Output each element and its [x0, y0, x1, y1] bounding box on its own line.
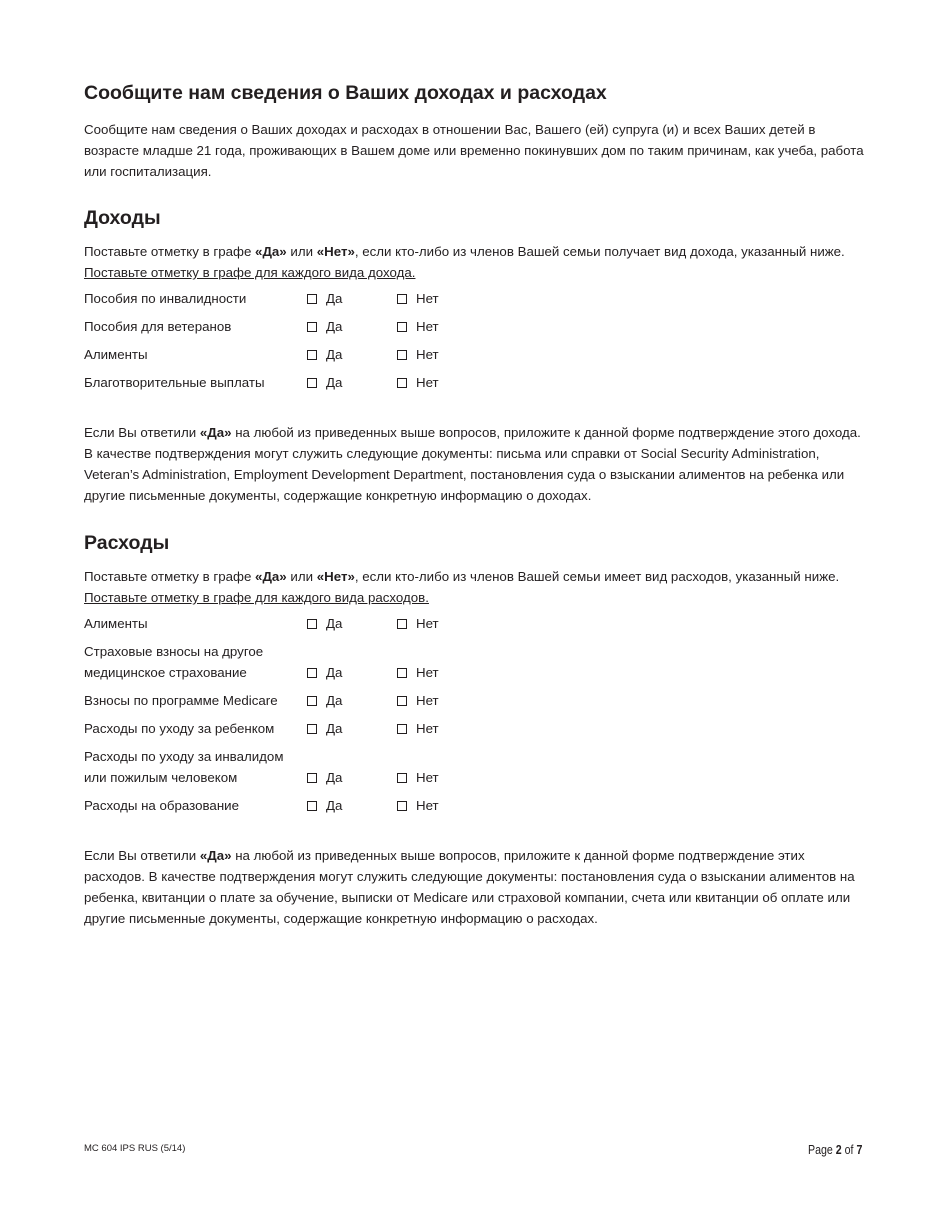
expenses-medicare-yes-checkbox[interactable]: Да: [307, 690, 397, 711]
expenses-instruction-text: Поставьте отметку в графе: [84, 569, 256, 584]
income-heading: Доходы: [84, 207, 161, 229]
income-instruction-underline: Поставьте отметку в графе для каждого вида дохода.: [84, 265, 416, 280]
checkbox-box[interactable]: [397, 322, 407, 332]
intro-paragraph: Сообщите нам сведения о Ваших доходах и расходах в отношении Вас, Вашего (ей) супруга (и) и всех Ваших детей в возрасте младше 21 года, проживающих в Вашем доме или временно покинувших дом по таким причинам, как учеба, работа или госпитализация.: [84, 122, 864, 179]
expenses-instruction-or: или: [286, 569, 317, 584]
income-veterans-yes-checkbox[interactable]: Да: [307, 316, 397, 337]
checkbox-box[interactable]: [307, 668, 317, 678]
expenses-education-yes-checkbox[interactable]: Да: [307, 795, 397, 816]
expenses-heading: Расходы: [84, 532, 170, 554]
income-row-veterans: [84, 316, 864, 337]
expenses-disabled-elderly-care-no-checkbox[interactable]: Нет: [397, 767, 457, 788]
expenses-instruction-yes: «Да»: [255, 569, 287, 584]
checkbox-box[interactable]: [307, 801, 317, 811]
expenses-medicare-no-checkbox[interactable]: Нет: [397, 690, 457, 711]
expenses-label: Взносы по программе Medicare: [84, 693, 278, 708]
checkbox-box[interactable]: [397, 294, 407, 304]
income-instruction-text: Поставьте отметку в графе: [84, 244, 256, 259]
checkbox-box[interactable]: [397, 619, 407, 629]
income-note-text: Если Вы ответили: [84, 425, 200, 440]
income-rows: [84, 288, 864, 393]
page-number: Page 2 of 7: [808, 1143, 863, 1157]
expenses-row-childcare: [84, 718, 864, 739]
income-charity-no-checkbox[interactable]: Нет: [397, 372, 457, 393]
checkbox-box[interactable]: [397, 350, 407, 360]
income-label: Пособия для ветеранов: [84, 319, 232, 334]
expenses-label: Страховые взносы на другое медицинское страхование: [84, 644, 264, 680]
income-row-alimony: [84, 344, 864, 365]
expenses-instruction: [84, 566, 864, 587]
checkbox-box[interactable]: [307, 619, 317, 629]
income-row-disability: [84, 288, 864, 309]
checkbox-box[interactable]: [397, 696, 407, 706]
expenses-alimony-yes-checkbox[interactable]: Да: [307, 613, 397, 634]
checkbox-box[interactable]: [397, 668, 407, 678]
checkbox-box[interactable]: [307, 724, 317, 734]
income-instruction-no: «Нет»: [316, 244, 355, 259]
income-alimony-yes-checkbox[interactable]: Да: [307, 344, 397, 365]
expenses-label: Расходы на образование: [84, 798, 239, 813]
income-row-charity: [84, 372, 864, 393]
income-instruction-or: или: [286, 244, 317, 259]
income-disability-yes-checkbox[interactable]: Да: [307, 288, 397, 309]
checkbox-box[interactable]: [397, 773, 407, 783]
income-section: [84, 205, 864, 506]
expenses-instruction-text-end: , если кто-либо из членов Вашей семьи имеет вид расходов, указанный ниже.: [354, 569, 840, 584]
current-page: 2: [835, 1143, 842, 1157]
income-note: [84, 422, 864, 506]
expenses-alimony-no-checkbox[interactable]: Нет: [397, 613, 457, 634]
checkbox-box[interactable]: [307, 294, 317, 304]
income-note-text-end: на любой из приведенных выше вопросов, приложите к данной форме подтверждение этого дохода. В качестве подтверждения могут служить следующие документы: письма или справки от Social Security Administration, Veteran’s Administration, Employment Development Department, постановления суда о взыскании алиментов на ребенка или другие письменные документы, содержащие конкретную информацию о доходах.: [84, 425, 861, 503]
form-id: MC 604 IPS RUS (5/14): [84, 1143, 186, 1154]
expenses-row-medicare: [84, 690, 864, 711]
checkbox-box[interactable]: [307, 350, 317, 360]
expenses-row-education: [84, 795, 864, 816]
expenses-label: Алименты: [84, 616, 148, 631]
expenses-row-other-insurance: [84, 641, 864, 683]
checkbox-box[interactable]: [307, 322, 317, 332]
expenses-label: Расходы по уходу за ребенком: [84, 721, 275, 736]
checkbox-box[interactable]: [307, 696, 317, 706]
expenses-row-alimony: [84, 613, 864, 634]
expenses-label: Расходы по уходу за инвалидом или пожилым человеком: [84, 749, 284, 785]
expenses-section: [84, 530, 864, 929]
checkbox-box[interactable]: [397, 801, 407, 811]
income-instruction: [84, 241, 864, 262]
checkbox-box[interactable]: [307, 378, 317, 388]
income-charity-yes-checkbox[interactable]: Да: [307, 372, 397, 393]
income-label: Благотворительные выплаты: [84, 375, 265, 390]
expenses-childcare-yes-checkbox[interactable]: Да: [307, 718, 397, 739]
income-instruction-text-end: , если кто-либо из членов Вашей семьи получает вид дохода, указанный ниже.: [354, 244, 845, 259]
income-disability-no-checkbox[interactable]: Нет: [397, 288, 457, 309]
expenses-other-insurance-no-checkbox[interactable]: Нет: [397, 662, 457, 683]
expenses-childcare-no-checkbox[interactable]: Нет: [397, 718, 457, 739]
expenses-note-text: Если Вы ответили: [84, 848, 200, 863]
checkbox-box[interactable]: [397, 724, 407, 734]
checkbox-box[interactable]: [397, 378, 407, 388]
checkbox-box[interactable]: [307, 773, 317, 783]
total-pages: 7: [856, 1143, 863, 1157]
income-label: Алименты: [84, 347, 148, 362]
expenses-note-text-end: на любой из приведенных выше вопросов, приложите к данной форме подтверждение этих расходов. В качестве подтверждения могут служить следующие документы: постановления суда о взыскании алиментов на ребенка, квитанции о плате за обучение, выписки от Medicare или страховой компании, счета или квитанции об оплате или другие письменные документы, содержащие конкретную информацию о расходах.: [84, 848, 855, 926]
income-alimony-no-checkbox[interactable]: Нет: [397, 344, 457, 365]
income-note-yes: «Да»: [199, 425, 232, 440]
expenses-note-yes: «Да»: [199, 848, 232, 863]
income-label: Пособия по инвалидности: [84, 291, 247, 306]
expenses-disabled-elderly-care-yes-checkbox[interactable]: Да: [307, 767, 397, 788]
expenses-instruction-no: «Нет»: [316, 569, 355, 584]
expenses-education-no-checkbox[interactable]: Нет: [397, 795, 457, 816]
expenses-instruction-underline: Поставьте отметку в графе для каждого вида расходов.: [84, 590, 429, 605]
form-page: [84, 80, 864, 929]
expenses-rows: [84, 613, 864, 816]
expenses-note: [84, 845, 864, 929]
income-instruction-yes: «Да»: [255, 244, 287, 259]
income-veterans-no-checkbox[interactable]: Нет: [397, 316, 457, 337]
expenses-other-insurance-yes-checkbox[interactable]: Да: [307, 662, 397, 683]
expenses-row-disabled-elderly-care: [84, 746, 864, 788]
page-title: Сообщите нам сведения о Ваших доходах и расходах: [84, 82, 607, 104]
